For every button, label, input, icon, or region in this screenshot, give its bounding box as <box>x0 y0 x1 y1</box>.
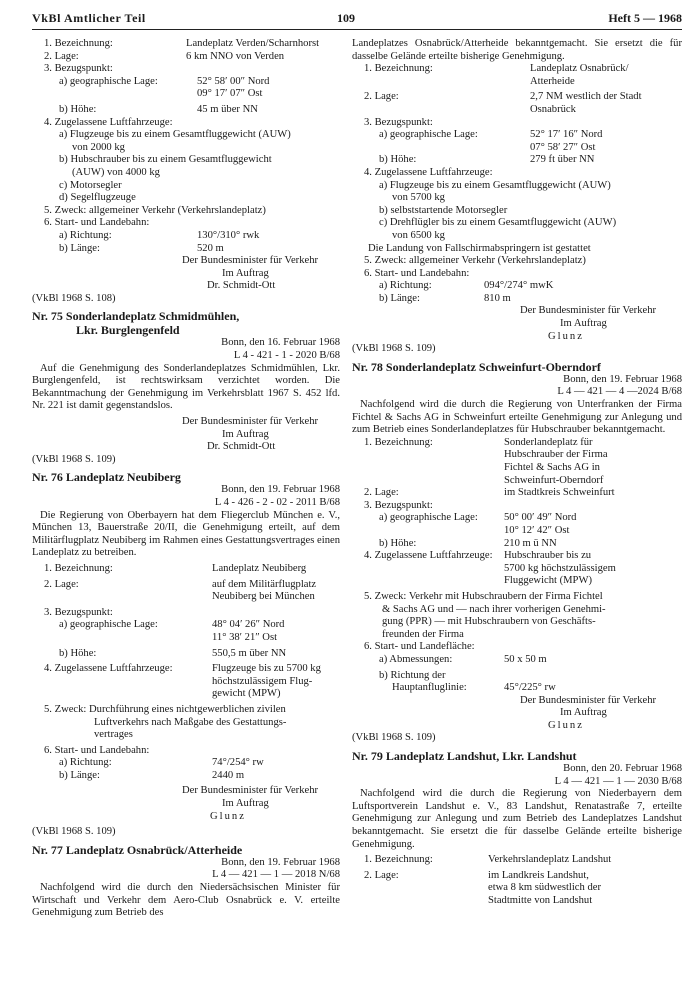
label: b) Länge: <box>379 292 420 304</box>
value: 550,5 m über NN <box>212 647 287 659</box>
paragraph: Nachfolgend wird die durch den Niedersächsischen Minister für Wirtschaft und Verkehr dem Aero-Club Osnabrück e. V. erteilte Genehmigung zum Betrieb des <box>32 882 340 919</box>
label: 6. Start- und Landefläche: <box>364 641 475 653</box>
value: 5700 kg höchstzulässigem <box>504 562 616 574</box>
label: 4. Zugelassene Luftfahrzeuge: <box>44 116 173 128</box>
text-line: Luftverkehrs nach Maßgabe des Gestattungs- <box>94 716 287 728</box>
label: 2. Lage: <box>364 91 399 103</box>
label: 6. Start- und Landebahn: <box>44 217 150 229</box>
file-number: L 4 — 421 — 1 — 2018 N/68 <box>212 869 340 881</box>
value: im Landkreis Landshut, <box>488 869 589 881</box>
paragraph: Nachfolgend wird die durch die Regierung von Niederbayern dem Luftsportverein Landshut e. V., 83 Landshut, Renatastraße 7, erteilte Genehmigung zur Anlegung und zum Betrieb des Landeplatzes Landshut bekanntgemacht. Sie ersetzt die für dasselbe Gelände erteilte bisherige Genehmigung. <box>352 788 682 850</box>
reference: (VkBl 1968 S. 109) <box>352 343 436 355</box>
text-line: d) Segelflugzeuge <box>59 192 136 204</box>
text-line: b) selbststartende Motorsegler <box>379 204 508 216</box>
value: 6 km NNO von Verden <box>186 50 285 62</box>
date: Bonn, den 16. Februar 1968 <box>221 337 340 349</box>
value: Hubschrauber der Firma <box>504 449 608 461</box>
label: 3. Bezugspunkt: <box>44 606 113 618</box>
value: Stadtmitte von Landshut <box>488 895 593 906</box>
value: 279 ft über NN <box>530 154 595 166</box>
text-line: 5. Zweck: Verkehr mit Hubschraubern der Firma Fichtel <box>364 590 603 602</box>
file-number: L 4 - 426 - 2 - 02 - 2011 B/68 <box>214 497 340 508</box>
value: 2440 m <box>212 769 245 781</box>
signature-line: Im Auftrag <box>560 707 607 719</box>
text-line: c) Drehflügler bis zu einem Gesamtfluggewicht (AUW) <box>379 217 617 229</box>
label: 3. Bezugspunkt: <box>364 499 433 511</box>
label: a) geographische Lage: <box>59 619 158 631</box>
section-nr75 <box>32 309 340 466</box>
reference: (VkBl 1968 S. 109) <box>352 732 436 744</box>
label: b) Höhe: <box>379 154 417 166</box>
value: 45 m über NN <box>197 103 258 115</box>
text-line: vertrages <box>94 729 133 741</box>
label: 1. Bezeichnung: <box>364 63 433 75</box>
value: 52° 58′ 00″ Nord <box>197 75 270 87</box>
text-line: b) Hubschrauber bis zu einem Gesamtfluggewicht <box>59 154 272 166</box>
right-column <box>352 38 682 908</box>
text-line: Die Landung von Fallschirmabspringern ist gestattet <box>368 242 591 254</box>
label: 6. Start- und Landebahn: <box>44 744 150 756</box>
date: Bonn, den 20. Februar 1968 <box>563 763 682 775</box>
section-title: Nr. 78 Sonderlandeplatz Schweinfurt-Oberndorf <box>352 359 601 374</box>
file-number: L 4 — 421 — 4 —2024 B/68 <box>557 386 682 398</box>
value: Neubiberg bei München <box>212 591 315 603</box>
value: 09° 17′ 07″ Ost <box>197 88 263 100</box>
paragraph: Die Regierung von Oberbayern hat dem Fliegerclub München e. V., München 13, Bauerstraße 20/II, die Genehmigung erteilt, auf dem Militärflugplatz Neubiberg im Rahmen eines Gestattungsvertrages einen Landeplatz zu betreiben. <box>32 509 340 559</box>
label: 3. Bezugspunkt: <box>364 116 433 128</box>
value: 52° 17′ 16″ Nord <box>530 129 603 141</box>
signature-line: Der Bundesminister für Verkehr <box>520 305 657 317</box>
date: Bonn, den 19. Februar 1968 <box>221 484 340 496</box>
label: 2. Lage: <box>364 487 399 499</box>
label: 4. Zugelassene Luftfahrzeuge: <box>364 550 493 562</box>
label: a) Richtung: <box>59 757 112 769</box>
label: b) Länge: <box>59 769 100 781</box>
paragraph: Nachfolgend wird die durch die Regierung von Unterfranken der Firma Fichtel & Sachs AG in Schweinfurt erteilte Genehmigung zur Anlegung und zum Betrieb eines Sonderlandeplatzes für Hubschrauber bekanntgemacht. <box>352 399 682 436</box>
label: 4. Zugelassene Luftfahrzeuge: <box>364 166 493 178</box>
header-rule <box>32 29 682 30</box>
signature-name: Glunz <box>548 330 584 342</box>
text-line: c) Motorsegler <box>59 179 122 191</box>
label: a) geographische Lage: <box>379 129 478 141</box>
value: 810 m <box>484 292 511 304</box>
text-line: freunden der Firma <box>382 628 464 640</box>
reference: (VkBl 1968 S. 109) <box>32 826 116 838</box>
value: 48° 04′ 26″ Nord <box>212 619 285 631</box>
value: 10° 12′ 42″ Ost <box>504 524 570 536</box>
signature-line: Der Bundesminister für Verkehr <box>182 785 319 797</box>
label: 1. Bezeichnung: <box>44 562 113 574</box>
text-line: gung (PPR) — mit Hubschraubern von Geschäfts- <box>382 616 596 628</box>
header-issue: Heft 5 — 1968 <box>608 11 682 25</box>
label: 1. Bezeichnung: <box>44 38 113 49</box>
value: auf dem Militärflugplatz <box>212 578 317 590</box>
file-number: L 4 - 421 - 1 - 2020 B/68 <box>233 350 340 362</box>
value: Verkehrslandeplatz Landshut <box>488 854 612 866</box>
signature-line: Im Auftrag <box>222 267 269 279</box>
paragraph: Auf die Genehmigung des Sonderlandeplatzes Schmidmühlen, Lkr. Burglengenfeld, ist rechtswirksam verzichtet worden. Die Bekanntmachung der Genehmigung im Verkehrsblatt 1967 S. 452 lfd. Nr. 221 ist damit gegenstandslos. <box>32 362 340 412</box>
label: a) Richtung: <box>59 229 112 241</box>
section-nr77 <box>32 843 340 920</box>
label: a) geographische Lage: <box>379 512 478 524</box>
text-line: 5. Zweck: Durchführung eines nichtgewerblichen zivilen <box>44 703 286 715</box>
value: Fichtel & Sachs AG in <box>504 462 600 473</box>
label: 2. Lage: <box>44 578 79 590</box>
text-line: a) Flugzeuge bis zu einem Gesamtfluggewicht (AUW) <box>379 179 611 191</box>
date: Bonn, den 19. Februar 1968 <box>563 373 682 385</box>
reference: (VkBl 1968 S. 108) <box>32 292 116 304</box>
value: 2,7 NM westlich der Stadt <box>530 91 642 103</box>
label: 2. Lage: <box>44 50 79 62</box>
file-number: L 4 — 421 — 1 — 2030 B/68 <box>554 775 682 787</box>
value: Atterheide <box>530 75 575 87</box>
section-title: Nr. 79 Landeplatz Landshut, Lkr. Landshut <box>352 749 577 764</box>
signature-line: Der Bundesminister für Verkehr <box>520 694 657 706</box>
left-column <box>32 38 340 920</box>
value: im Stadtkreis Schweinfurt <box>504 487 615 499</box>
signature-line: Der Bundesminister für Verkehr <box>182 416 319 428</box>
value: 130°/310° rwk <box>197 229 260 241</box>
value: Osnabrück <box>530 103 576 115</box>
value: 50° 00′ 49″ Nord <box>504 512 577 524</box>
value: Schweinfurt-Oberndorf <box>504 474 604 486</box>
label: 2. Lage: <box>364 869 399 881</box>
signature-name: Dr. Schmidt-Ott <box>207 280 276 292</box>
value: 45°/225° rw <box>504 682 556 694</box>
section-title: Nr. 76 Landeplatz Neubiberg <box>32 470 181 485</box>
label: 1. Bezeichnung: <box>364 854 433 866</box>
label: b) Höhe: <box>59 647 97 659</box>
section-nr76 <box>32 470 340 838</box>
section-nr78 <box>352 360 682 745</box>
signature-name: Glunz <box>548 719 584 731</box>
label: a) Richtung: <box>379 280 432 292</box>
text-line: 5. Zweck: allgemeiner Verkehr (Verkehrslandeplatz) <box>44 204 266 216</box>
value: 74°/254° rw <box>212 757 264 769</box>
value: 11° 38′ 21″ Ost <box>212 631 278 643</box>
value: Hubschrauber bis zu <box>504 550 592 562</box>
section-title: Lkr. Burglengenfeld <box>76 323 180 338</box>
section-nr77-continued <box>352 38 682 356</box>
section-title: Nr. 75 Sonderlandeplatz Schmidmühlen, <box>32 309 240 324</box>
value: Sonderlandeplatz für <box>504 436 593 448</box>
label: b) Richtung der <box>379 669 446 681</box>
value: 210 m ü NN <box>504 537 557 549</box>
section-title: Nr. 77 Landeplatz Osnabrück/Atterheide <box>32 842 243 857</box>
date: Bonn, den 19. Februar 1968 <box>221 856 340 868</box>
text-line: & Sachs AG und — nach ihrer vorherigen Genehmi- <box>382 603 606 615</box>
label: 1. Bezeichnung: <box>364 436 433 448</box>
signature-line: Im Auftrag <box>222 798 269 810</box>
header-journal: VkBl Amtlicher Teil <box>32 11 146 25</box>
text-line: von 6500 kg <box>392 229 445 241</box>
label: 4. Zugelassene Luftfahrzeuge: <box>44 663 173 675</box>
value: Landeplatz Neubiberg <box>212 562 307 574</box>
page-header <box>32 12 682 28</box>
label: b) Höhe: <box>59 103 97 115</box>
section-verden <box>32 38 340 305</box>
text-line: von 2000 kg <box>72 141 125 153</box>
label: 6. Start- und Landebahn: <box>364 267 470 279</box>
value: Flugzeuge bis zu 5700 kg <box>212 663 321 675</box>
text-line: a) Flugzeuge bis zu einem Gesamtfluggewicht (AUW) <box>59 129 291 141</box>
value: etwa 8 km südwestlich der <box>488 882 601 894</box>
value: höchstzulässigem Flug- <box>212 675 313 687</box>
signature-line: Der Bundesminister für Verkehr <box>182 255 319 267</box>
signature-line: Im Auftrag <box>222 428 269 440</box>
reference: (VkBl 1968 S. 109) <box>32 453 116 465</box>
paragraph: Landeplatzes Osnabrück/Atterheide bekanntgemacht. Sie ersetzt die für dasselbe Gelände erteilte bisherige Genehmigung. <box>352 38 682 62</box>
label: 3. Bezugspunkt: <box>44 63 113 75</box>
value: 50 x 50 m <box>504 653 547 665</box>
signature-name: Dr. Schmidt-Ott <box>207 441 276 453</box>
value: Landeplatz Verden/Scharnhorst <box>186 38 320 49</box>
value: Fluggewicht (MPW) <box>504 575 592 587</box>
label: Hauptanfluglinie: <box>392 682 467 694</box>
label: a) Abmessungen: <box>379 653 453 665</box>
value: 07° 58′ 27″ Ost <box>530 141 596 153</box>
text-line: (AUW) von 4000 kg <box>72 166 160 178</box>
signature-name: Glunz <box>210 810 246 822</box>
text-line: 5. Zweck: allgemeiner Verkehr (Verkehrslandeplatz) <box>364 255 586 267</box>
section-nr79 <box>352 749 682 908</box>
value: gewicht (MPW) <box>212 688 281 700</box>
value: 094°/274° mwK <box>484 280 554 292</box>
label: a) geographische Lage: <box>59 75 158 87</box>
signature-line: Im Auftrag <box>560 318 607 330</box>
label: b) Länge: <box>59 242 100 254</box>
label: b) Höhe: <box>379 537 417 549</box>
value: 520 m <box>197 242 224 254</box>
header-page-number: 109 <box>337 11 355 25</box>
value: Landeplatz Osnabrück/ <box>530 63 629 75</box>
text-line: von 5700 kg <box>392 192 445 204</box>
